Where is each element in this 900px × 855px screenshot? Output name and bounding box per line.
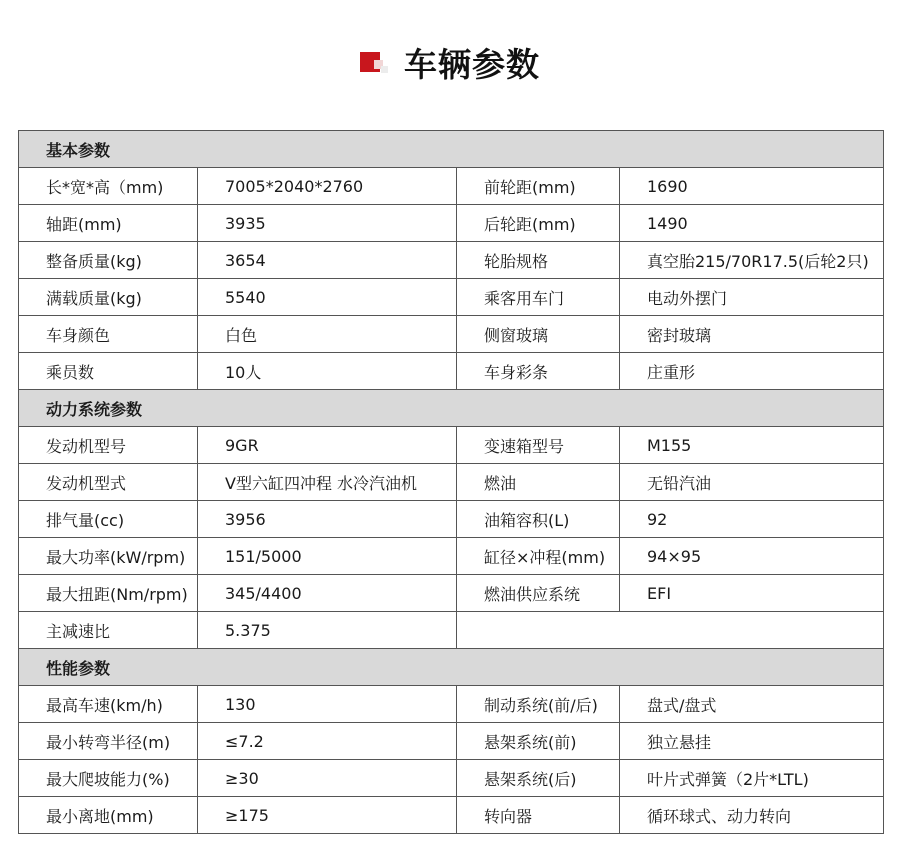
param-label: 整备质量(kg) (19, 242, 198, 279)
table-row (19, 464, 884, 501)
param-label: 缸径×冲程(mm) (457, 538, 620, 575)
param-value: ≤7.2 (198, 723, 457, 760)
param-label: 发动机型号 (19, 427, 198, 464)
param-value: EFI (620, 575, 884, 612)
param-value: 5540 (198, 279, 457, 316)
table-row (19, 316, 884, 353)
param-label: 侧窗玻璃 (457, 316, 620, 353)
param-value: 3956 (198, 501, 457, 538)
table-row (19, 723, 884, 760)
param-label: 油箱容积(L) (457, 501, 620, 538)
param-value: 盘式/盘式 (620, 686, 884, 723)
param-label: 悬架系统(后) (457, 760, 620, 797)
param-value: 130 (198, 686, 457, 723)
param-label: 燃油 (457, 464, 620, 501)
param-value: 94×95 (620, 538, 884, 575)
param-value: 白色 (198, 316, 457, 353)
param-label: 轮胎规格 (457, 242, 620, 279)
section-header-row (19, 390, 884, 427)
param-label: 乘员数 (19, 353, 198, 390)
param-label: 轴距(mm) (19, 205, 198, 242)
empty-cell (457, 612, 884, 649)
param-label: 最高车速(km/h) (19, 686, 198, 723)
param-value: 9GR (198, 427, 457, 464)
section-header-row (19, 131, 884, 168)
param-value: 151/5000 (198, 538, 457, 575)
param-value: 密封玻璃 (620, 316, 884, 353)
param-value: 345/4400 (198, 575, 457, 612)
param-value: 循环球式、动力转向 (620, 797, 884, 834)
param-label: 主减速比 (19, 612, 198, 649)
param-value: 独立悬挂 (620, 723, 884, 760)
table-row (19, 353, 884, 390)
section-heading: 基本参数 (19, 131, 884, 168)
table-row (19, 797, 884, 834)
param-label: 制动系统(前/后) (457, 686, 620, 723)
table-row (19, 279, 884, 316)
param-value: M155 (620, 427, 884, 464)
param-label: 最大爬坡能力(%) (19, 760, 198, 797)
param-label: 乘客用车门 (457, 279, 620, 316)
param-label: 最大功率(kW/rpm) (19, 538, 198, 575)
table-row (19, 686, 884, 723)
param-label: 长*宽*高（mm) (19, 168, 198, 205)
table-row (19, 205, 884, 242)
param-value: 3935 (198, 205, 457, 242)
param-value: 无铅汽油 (620, 464, 884, 501)
param-value: 7005*2040*2760 (198, 168, 457, 205)
param-value: 叶片式弹簧（2片*LTL) (620, 760, 884, 797)
table-row (19, 168, 884, 205)
param-label: 变速箱型号 (457, 427, 620, 464)
page-title: 车辆参数 (404, 44, 540, 84)
param-label: 车身彩条 (457, 353, 620, 390)
table-row (19, 242, 884, 279)
param-value: 庄重形 (620, 353, 884, 390)
param-label: 最小离地(mm) (19, 797, 198, 834)
param-value: ≥30 (198, 760, 457, 797)
table-row (19, 760, 884, 797)
param-value: 电动外摆门 (620, 279, 884, 316)
table-row (19, 501, 884, 538)
spec-table (18, 130, 884, 834)
param-value: 5.375 (198, 612, 457, 649)
param-value: 3654 (198, 242, 457, 279)
param-label: 悬架系统(前) (457, 723, 620, 760)
param-label: 满载质量(kg) (19, 279, 198, 316)
param-value: 1690 (620, 168, 884, 205)
param-label: 发动机型式 (19, 464, 198, 501)
title-square-icon (360, 48, 394, 76)
table-row (19, 427, 884, 464)
param-value: 真空胎215/70R17.5(后轮2只) (620, 242, 884, 279)
table-row (19, 612, 884, 649)
param-label: 最大扭距(Nm/rpm) (19, 575, 198, 612)
section-header-row (19, 649, 884, 686)
table-row (19, 575, 884, 612)
param-value: ≥175 (198, 797, 457, 834)
param-label: 转向器 (457, 797, 620, 834)
section-heading: 性能参数 (19, 649, 884, 686)
param-label: 车身颜色 (19, 316, 198, 353)
param-label: 后轮距(mm) (457, 205, 620, 242)
param-value: 92 (620, 501, 884, 538)
param-label: 燃油供应系统 (457, 575, 620, 612)
param-value: 1490 (620, 205, 884, 242)
param-label: 排气量(cc) (19, 501, 198, 538)
param-label: 前轮距(mm) (457, 168, 620, 205)
table-row (19, 538, 884, 575)
page-header (0, 38, 900, 86)
param-value: V型六缸四冲程 水冷汽油机 (198, 464, 457, 501)
param-label: 最小转弯半径(m) (19, 723, 198, 760)
section-heading: 动力系统参数 (19, 390, 884, 427)
param-value: 10人 (198, 353, 457, 390)
